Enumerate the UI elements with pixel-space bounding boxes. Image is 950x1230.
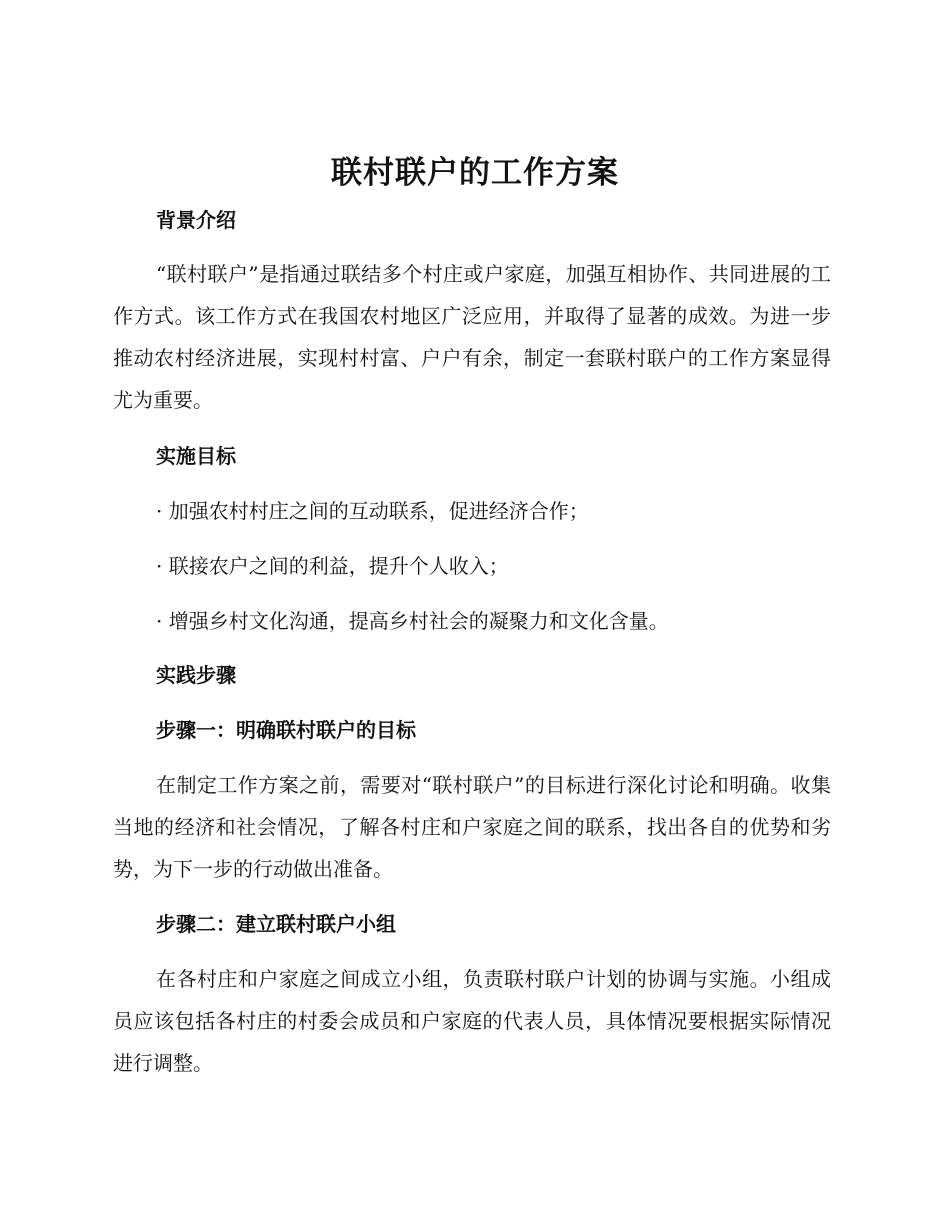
goal-item-2: · 联接农户之间的利益，提升个人收入； (156, 554, 509, 578)
document-title: 联村联户的工作方案 (331, 155, 619, 191)
heading-steps: 实践步骤 (156, 663, 236, 687)
paragraph-step-2: 在各村庄和户家庭之间成立小组，负责联村联户计划的协调与实施。小组成员应该包括各村庄的村委会成员和户家庭的代表人员，具体情况要根据实际情况进行调整。 (113, 967, 831, 1075)
goal-item-1: · 加强农村村庄之间的互动联系，促进经济合作； (156, 499, 589, 523)
heading-step-1: 步骤一：明确联村联户的目标 (156, 718, 416, 742)
heading-goals: 实施目标 (156, 444, 236, 468)
goal-item-3: · 增强乡村文化沟通，提高乡村社会的凝聚力和文化含量。 (156, 609, 669, 633)
heading-step-2: 步骤二：建立联村联户小组 (156, 912, 396, 936)
heading-background: 背景介绍 (156, 208, 236, 232)
paragraph-step-1: 在制定工作方案之前，需要对“联村联户”的目标进行深化讨论和明确。收集当地的经济和社会情况，了解各村庄和户家庭之间的联系，找出各自的优势和劣势，为下一步的行动做出准备。 (113, 773, 831, 881)
paragraph-background: “联村联户”是指通过联结多个村庄或户家庭，加强互相协作、共同进展的工作方式。该工作方式在我国农村地区广泛应用，并取得了显著的成效。为进一步推动农村经济进展，实现村村富、户户有余，制定一套联村联户的工作方案显得尤为重要。 (113, 262, 831, 412)
